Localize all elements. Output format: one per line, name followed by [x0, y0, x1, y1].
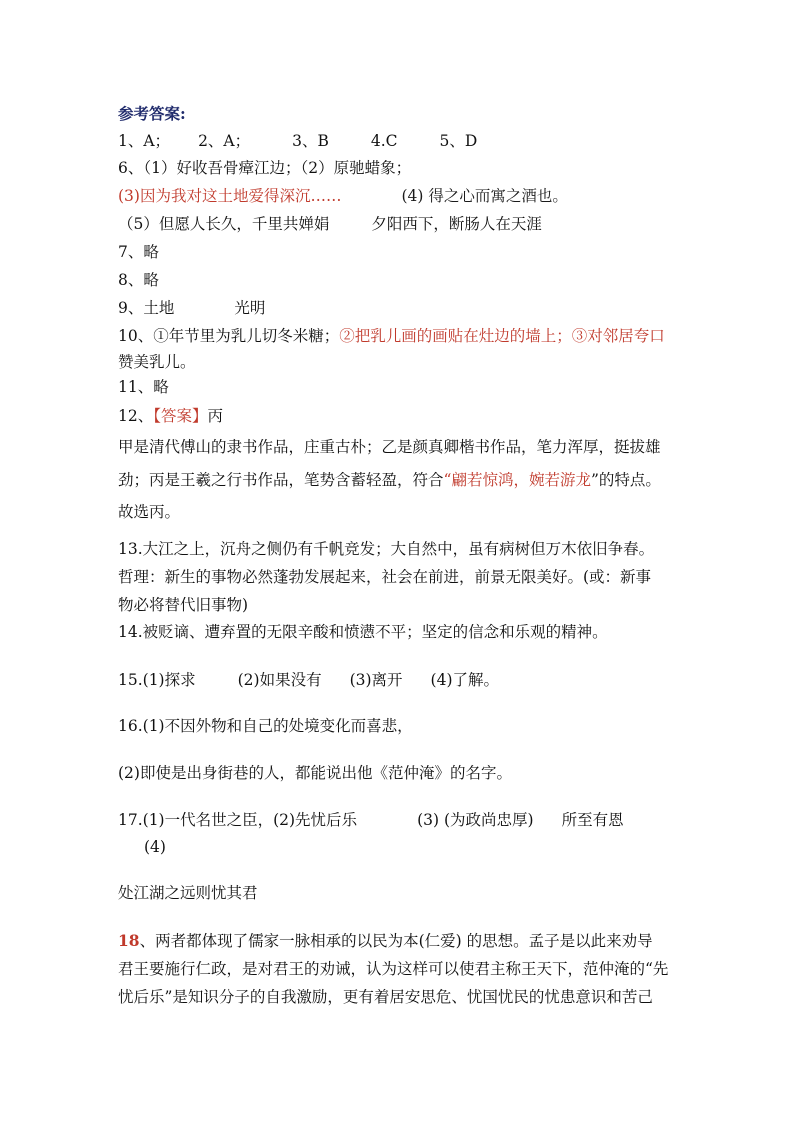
- answer-17-c: 所至有恩: [561, 811, 624, 829]
- answer-3: 3、B: [292, 132, 329, 150]
- answer-15-b: (2)如果没有: [237, 671, 322, 689]
- answer-12-num: 12、: [118, 407, 154, 425]
- answer-10-part2: ②把乳儿画的画贴在灶边的墙上；: [339, 327, 572, 345]
- answer-title: 参考答案:: [118, 104, 186, 123]
- answer-17-e: 处江湖之远则忧其君: [118, 884, 258, 902]
- answer-12-exp-c: 故选丙。: [118, 503, 181, 521]
- answer-1: 1、A；: [118, 132, 171, 150]
- answer-7: 7、略: [118, 243, 159, 261]
- answer-10-line1: [118, 326, 665, 346]
- answer-8: 8、略: [118, 271, 159, 289]
- answer-15: [118, 670, 499, 690]
- answer-q1-5: [118, 131, 477, 151]
- answer-17-d: (4): [144, 838, 166, 856]
- answer-17-a: 17.(1)一代名世之臣，(2)先忧后乐: [118, 811, 358, 829]
- answer-12-head: [118, 406, 223, 426]
- answer-10-line2: 赞美乳儿。: [118, 353, 196, 371]
- answer-17-line1: [118, 810, 624, 830]
- answer-14: 14.被贬谪、遭弃置的无限辛酸和愤懑不平；坚定的信念和乐观的精神。: [118, 623, 608, 641]
- answer-16-b: (2)即使是出身街巷的人，都能说出他《范仲淹》的名字。: [118, 764, 512, 782]
- answer-12-quote: “翩若惊鸿，婉若游龙: [443, 471, 591, 489]
- answer-13-line2: 哲理：新生的事物必然蓬勃发展起来，社会在前进，前景无限美好。(或：新事: [118, 568, 652, 586]
- answer-12-choice: 丙: [207, 407, 224, 425]
- answer-9-b: 光明: [234, 299, 266, 317]
- answer-6-part4: (4) 得之心而寓之酒也。: [401, 187, 568, 205]
- answer-10-part3: ③对邻居夸口: [571, 327, 665, 345]
- answer-6-line1: 6、（1）好收吾骨瘴江边；（2）原驰蜡象；: [118, 159, 412, 177]
- answer-12-exp-b1: 劲；丙是王羲之行书作品，笔势含蓄轻盈，符合: [118, 471, 444, 489]
- answer-12-tag: 【答案】: [153, 407, 208, 425]
- answer-2: 2、A；: [198, 132, 251, 150]
- answer-12-exp-a: 甲是清代傅山的隶书作品，庄重古朴；乙是颜真卿楷书作品，笔力浑厚，挺拔雄: [118, 438, 661, 456]
- answer-13-line3: 物必将替代旧事物): [118, 596, 249, 614]
- answer-18-num: 18: [118, 931, 140, 950]
- answer-18-line2: 君王要施行仁政，是对君王的劝诫，认为这样可以使君主称王天下，范仲淹的“先: [118, 960, 669, 978]
- answer-18-line1: [118, 931, 653, 951]
- answer-16-a: 16.(1)不因外物和自己的处境变化而喜悲，: [118, 717, 413, 735]
- answer-4: 4.C: [370, 132, 398, 150]
- answer-6-part3: (3)因为我对这土地爱得深沉……: [118, 187, 342, 205]
- answer-9-a: 9、土地: [118, 299, 175, 317]
- answer-10-part1: 10、①年节里为乳儿切冬米糖；: [118, 327, 340, 345]
- answer-9: [118, 298, 265, 318]
- answer-11: 11、略: [118, 378, 169, 396]
- answer-17-b: (3) (为政尚忠厚): [417, 811, 534, 829]
- answer-6-line2: [118, 186, 568, 206]
- answer-18-line3: 忧后乐”是知识分子的自我激励，更有着居安思危、忧国忧民的忧患意识和苦己: [118, 988, 653, 1006]
- answer-18-text1: 、两者都体现了儒家一脉相承的以民为本(仁爱) 的思想。孟子是以此来劝导: [139, 932, 653, 950]
- answer-15-a: 15.(1)探求: [118, 671, 196, 689]
- answer-12-exp-b: [118, 470, 661, 490]
- answer-15-c: (3)离开: [349, 671, 403, 689]
- answer-13-line1: 13.大江之上，沉舟之侧仍有千帆竞发；大自然中，虽有病树但万木依旧争春。: [118, 540, 655, 558]
- answer-6-part5b: 夕阳西下，断肠人在天涯: [371, 215, 542, 233]
- answer-12-exp-b2: ”的特点。: [590, 471, 661, 489]
- answer-6-line3: [118, 214, 542, 234]
- answer-15-d: (4)了解。: [430, 671, 500, 689]
- answer-6-part5a: （5）但愿人长久，千里共婵娟: [118, 215, 330, 233]
- answer-5: 5、D: [439, 132, 478, 150]
